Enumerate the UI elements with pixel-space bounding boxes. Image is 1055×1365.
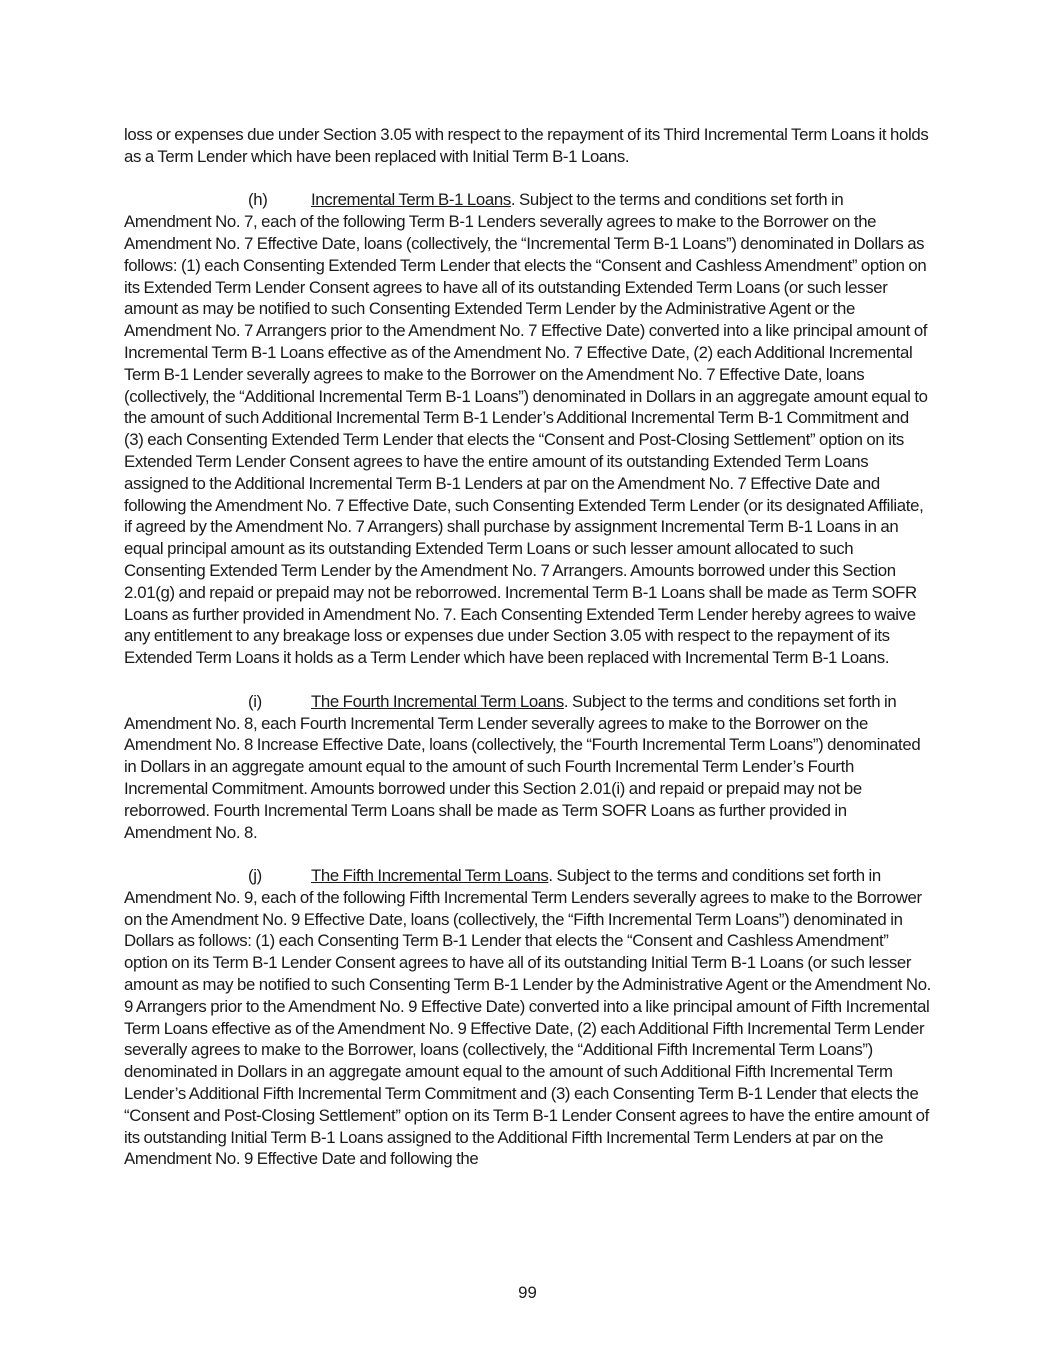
section-i-marker: (i) (248, 691, 262, 711)
section-j-heading: The Fifth Incremental Term Loans (311, 866, 549, 886)
section-h-marker: (h) (248, 190, 268, 210)
section-h-paragraph (124, 189, 932, 669)
section-i-body: . Subject to the terms and conditions set forth in Amendment No. 8, each Fourth Incremental Term Lender severally agrees to make to the Borrower on the Amendment No. 8 Increase Effective Date, loans (collectively, the “Fourth Incremental Term Loans”) denominated in Dollars in an aggregate amount equal to the amount of such Fourth Incremental Term Lender’s Fourth Incremental Commitment. Amounts borrowed under this Section 2.01(i) and repaid or prepaid may not be reborrowed. Fourth Incremental Term Loans shall be made as Term SOFR Loans as further provided in Amendment No. 8. (124, 691, 921, 842)
section-i-heading: The Fourth Incremental Term Loans (311, 691, 564, 711)
section-j-body: . Subject to the terms and conditions set forth in Amendment No. 9, each of the following Fifth Incremental Term Lenders severally agrees to make to the Borrower on the Amendment No. 9 Effective Date, loans (collectively, the “Fifth Incremental Term Loans”) denominated in Dollars as follows: (1) each Consenting Term B-1 Lender that elects the “Consent and Cashless Amendment” option on its Term B-1 Lender Consent agrees to have all of its outstanding Initial Term B-1 Loans (or such lesser amount as may be notified to such Consenting Term B-1 Lender by the Administrative Agent or the Amendment No. 9 Arrangers prior to the Amendment No. 9 Effective Date) converted into a like principal amount of Fifth Incremental Term Loans effective as of the Amendment No. 9 Effective Date, (2) each Additional Fifth Incremental Term Lender severally agrees to make to the Borrower, loans (collectively, the “Additional Fifth Incremental Term Loans”) denominated in Dollars in an aggregate amount equal to the amount of such Additional Fifth Incremental Term Lender’s Additional Fifth Incremental Term Commitment and (3) each Consenting Term B-1 Lender that elects the “Consent and Post-Closing Settlement” option on its Term B-1 Lender Consent agrees to have the entire amount of its outstanding Initial Term B-1 Loans assigned to the Additional Fifth Incremental Term Lenders at par on the Amendment No. 9 Effective Date and following the (124, 866, 931, 1169)
section-h-body: . Subject to the terms and conditions set forth in Amendment No. 7, each of the following Term B-1 Lenders severally agrees to make to the Borrower on the Amendment No. 7 Effective Date, loans (collectively, the “Incremental Term B-1 Loans”) denominated in Dollars as follows: (1) each Consenting Extended Term Lender that elects the “Consent and Cashless Amendment” option on its Extended Term Lender Consent agrees to have all of its outstanding Extended Term Loans (or such lesser amount as may be notified to such Consenting Extended Term Lender by the Administrative Agent or the Amendment No. 7 Arrangers prior to the Amendment No. 7 Effective Date) converted into a like principal amount of Incremental Term B-1 Loans effective as of the Amendment No. 7 Effective Date, (2) each Additional Incremental Term B-1 Lender severally agrees to make to the Borrower on the Amendment No. 7 Effective Date, loans (collectively, the “Additional Incremental Term B-1 Loans”) denominated in Dollars in an aggregate amount equal to the amount of such Additional Incremental Term B-1 Lender’s Additional Incremental Term B-1 Commitment and (3) each Consenting Extended Term Lender that elects the “Consent and Post-Closing Settlement” option on its Extended Term Lender Consent agrees to have the entire amount of its outstanding Extended Term Loans assigned to the Additional Incremental Term B-1 Lenders at par on the Amendment No. 7 Effective Date and following the Amendment No. 7 Effective Date, such Consenting Extended Term Lender (or its designated Affiliate, if agreed by the Amendment No. 7 Arrangers) shall purchase by assignment Incremental Term B-1 Loans in an equal principal amount as its outstanding Extended Term Loans or such lesser amount allocated to such Consenting Extended Term Lender by the Amendment No. 7 Arrangers. Amounts borrowed under this Section 2.01(g) and repaid or prepaid may not be reborrowed. Incremental Term B-1 Loans shall be made as Term SOFR Loans as further provided in Amendment No. 7. Each Consenting Extended Term Lender hereby agrees to waive any entitlement to any breakage loss or expenses due under Section 3.05 with respect to the repayment of its Extended Term Loans it holds as a Term Lender which have been replaced with Incremental Term B-1 Loans. (124, 190, 928, 668)
section-j-paragraph (124, 865, 932, 1170)
continuation-paragraph: loss or expenses due under Section 3.05 with respect to the repayment of its Third Incremental Term Loans it holds as a Term Lender which have been replaced with Initial Term B-1 Loans. (124, 125, 929, 166)
page-number: 99 (518, 1283, 537, 1302)
section-h-heading: Incremental Term B-1 Loans (311, 190, 511, 210)
section-i-paragraph (124, 691, 932, 844)
section-j-marker: (j) (248, 866, 262, 886)
document-page (124, 124, 932, 1192)
